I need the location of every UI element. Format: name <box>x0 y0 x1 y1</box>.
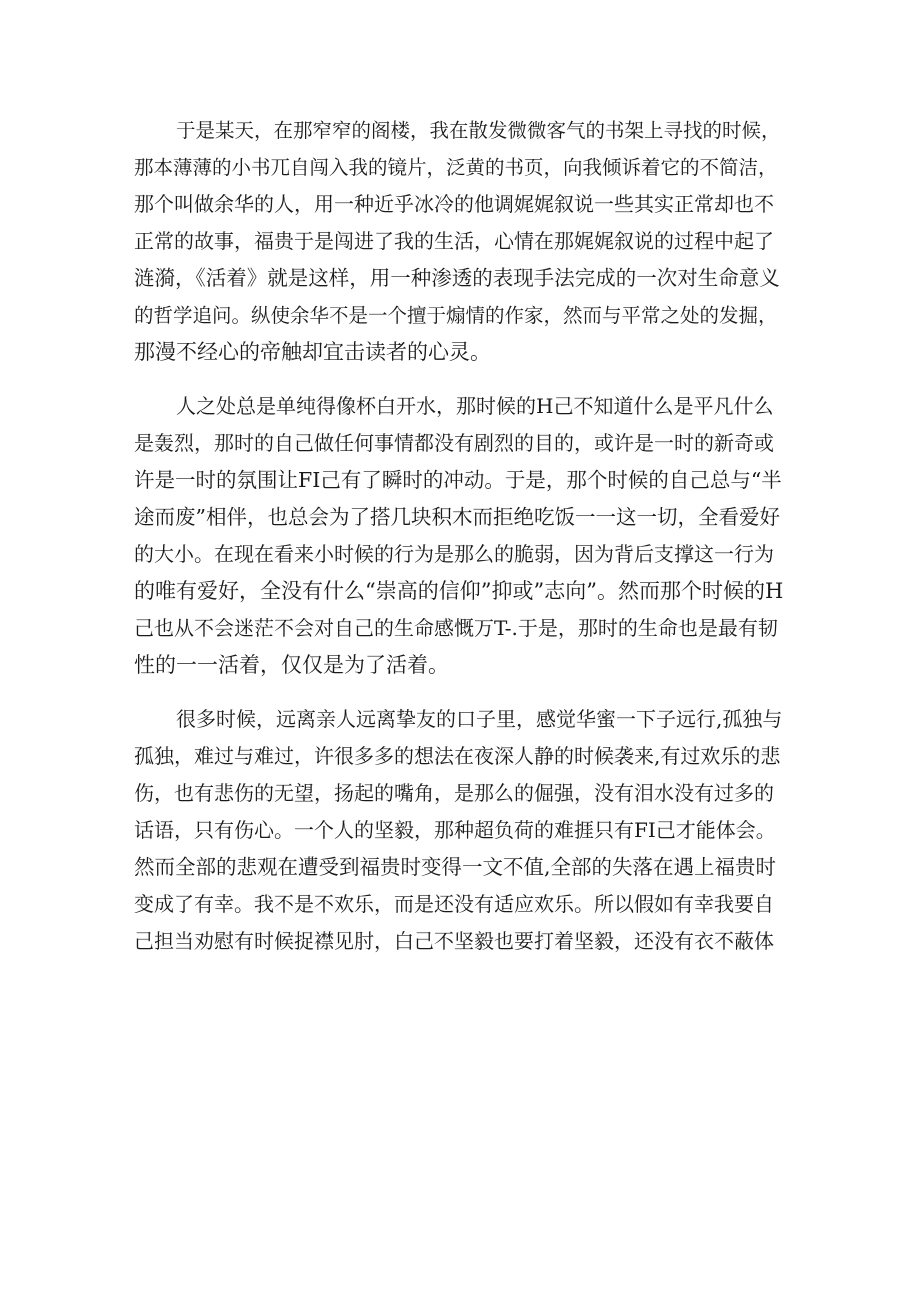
text-line: 那个叫做余华的人，用一种近乎冰冷的他调娓娓叙说一些其实正常却也不 <box>134 192 774 216</box>
text-line: 那本薄薄的小书兀自闯入我的镜片，泛黄的书页，向我倾诉着它的不简洁， <box>134 156 778 179</box>
text-line: 孤独，难过与难过，许很多多的想法在夜深人静的时候袭来,有过欢乐的悲 <box>134 744 781 768</box>
text-line: 许是一时的氛围让FI己有了瞬时的冲动。于是，那个时候的自己总与“半 <box>134 468 782 492</box>
paragraph-1 <box>134 112 786 371</box>
text-line: 涟漪，《活着》就是这样，用一种渗透的表现手法完成的一次对生命意义 <box>134 266 780 290</box>
text-line: 于是某天，在那窄窄的阁楼，我在散发微微客气的书架上寻找的时候， <box>176 119 781 142</box>
text-line: 变成了有幸。我不是不欢乐，而是还没有适应欢乐。所以假如有幸我要自 <box>134 892 774 916</box>
text-line: 然而全部的悲观在遭受到福贵时变得一文不值,全部的失落在遇上福贵时 <box>134 855 777 879</box>
text-line: 那漫不经心的帝触却宜击读者的心灵。 <box>134 340 491 364</box>
text-line: 己也从不会迷茫不会对自己的生命感慨万T-.于是，那时的生命也是最有韧 <box>134 616 778 640</box>
text-line: 己担当劝慰有时候捉襟见肘，白己不坚毅也要打着坚毅，还没有衣不蔽体 <box>134 929 774 953</box>
text-line: 正常的故事，福贵于是闯进了我的生活，心情在那娓娓叙说的过程中起了 <box>134 229 774 253</box>
paragraph-2 <box>134 388 786 684</box>
text-line: 的大小。在现在看来小时候的行为是那么的脆弱，因为背后支撑这一行为 <box>134 542 774 566</box>
text-line: 途而废”相伴，也总会为了搭几块积木而拒绝吃饭一一这一切，全看爱好 <box>134 505 780 529</box>
text-line: 是轰烈，那时的自己做任何事情都没有剧烈的目的，或许是一时的新奇或 <box>134 431 774 455</box>
text-line: 人之处总是单纯得像杯白开水，那时候的H己不知道什么是平凡什么 <box>176 394 774 418</box>
text-line: 性的一一活着，仅仅是为了活着。 <box>134 653 449 677</box>
text-line: 很多时候，远离亲人远离挚友的口子里，感觉华蜜一下子远行,孤独与 <box>176 707 783 731</box>
body-text <box>134 112 786 977</box>
paragraph-3 <box>134 701 786 960</box>
text-line: 的唯有爱好，全没有什么“崇高的信仰”抑或”志向”。然而那个时候的H <box>134 579 784 603</box>
text-line: 话语，只有伤心。一个人的坚毅，那种超负荷的难捱只有FI己才能体会。 <box>134 818 776 842</box>
text-line: 伤，也有悲伤的无望，扬起的嘴角，是那么的倔强，没有泪水没有过多的 <box>134 781 774 805</box>
text-line: 的哲学追问。纵使余华不是一个擅于煽情的作家，然而与平常之处的发掘， <box>134 304 778 327</box>
